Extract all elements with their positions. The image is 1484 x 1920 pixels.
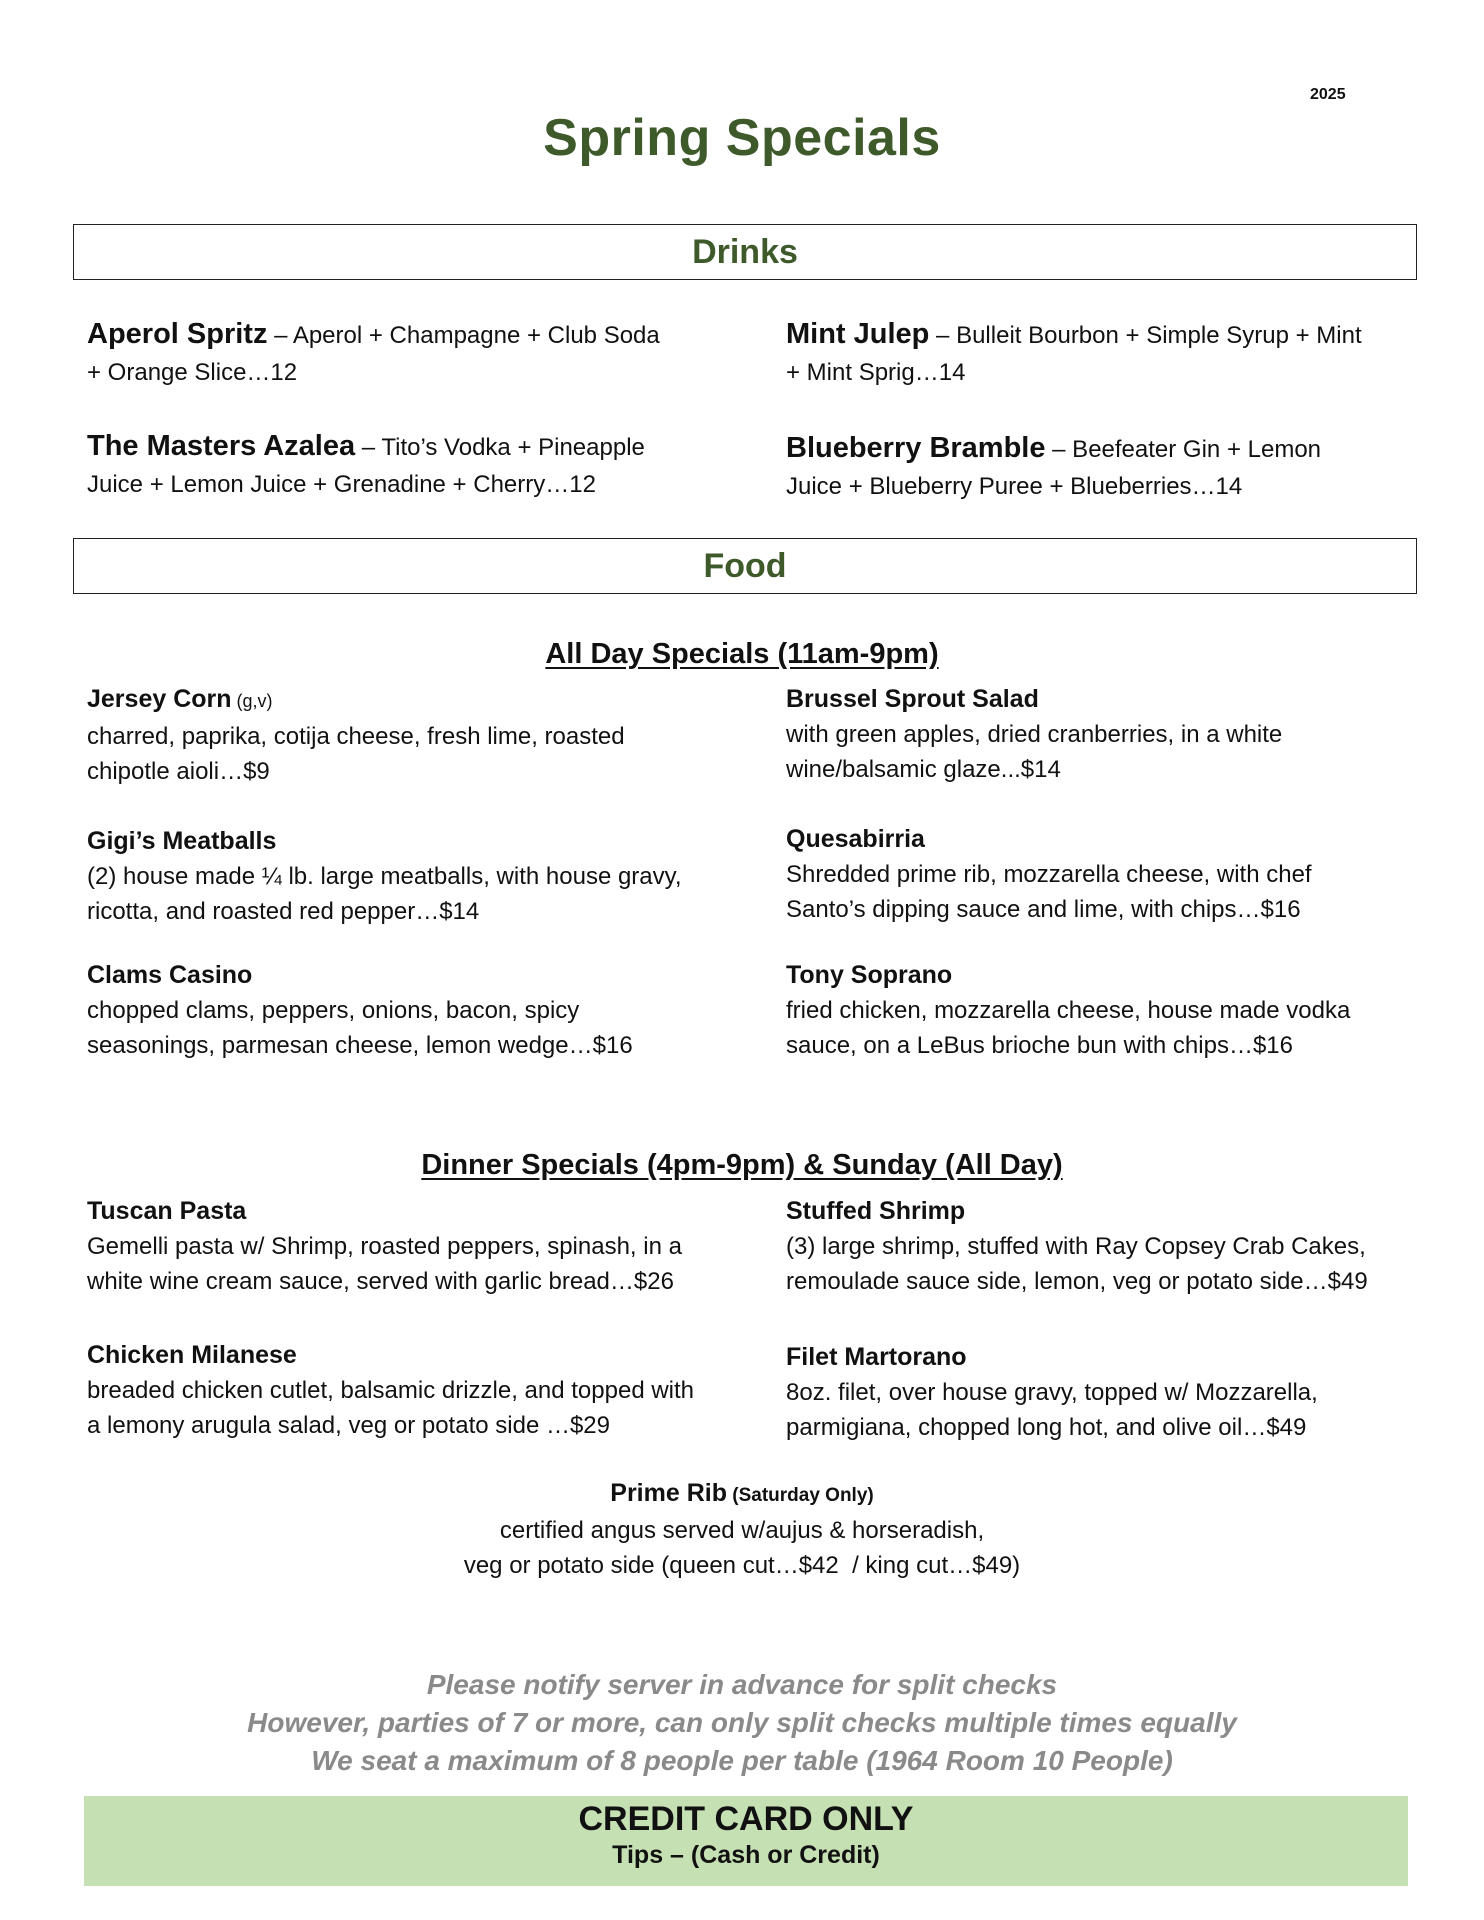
- item-desc: (3) large shrimp, stuffed with Ray Copsey Crab Cakes, remoulade sauce side, lemon, veg or potato side…$49: [786, 1233, 1368, 1295]
- item-desc: charred, paprika, cotija cheese, fresh lime, roasted chipotle aioli…$9: [87, 723, 625, 785]
- year-label: 2025: [1310, 86, 1346, 103]
- drink-item: [786, 316, 1376, 391]
- item-desc: chopped clams, peppers, onions, bacon, spicy seasonings, parmesan cheese, lemon wedge…$16: [87, 997, 633, 1059]
- dinner-specials-heading: Dinner Specials (4pm-9pm) & Sunday (All Day): [421, 1149, 1063, 1181]
- prime-rib-item: [0, 1476, 1484, 1583]
- menu-item: [87, 1338, 697, 1443]
- item-desc: Shredded prime rib, mozzarella cheese, with chef Santo’s dipping sauce and lime, with chips…$16: [786, 861, 1312, 923]
- food-section-header: [73, 538, 1417, 594]
- drink-desc: – Aperol + Champagne + Club Soda + Orange Slice…12: [87, 322, 660, 386]
- menu-item: [87, 1194, 697, 1299]
- drink-name: Aperol Spritz: [87, 318, 268, 350]
- item-name: Clams Casino: [87, 961, 253, 989]
- menu-item: [87, 824, 697, 929]
- menu-item: [786, 682, 1396, 787]
- notice-line: Please notify server in advance for split checks: [426, 1669, 1058, 1700]
- drink-desc: – Bulleit Bourbon + Simple Syrup + Mint + Mint Sprig…14: [786, 322, 1362, 386]
- diet-tag: (g,v): [231, 691, 273, 711]
- menu-item: [786, 1194, 1396, 1299]
- drink-name: Blueberry Bramble: [786, 432, 1046, 464]
- drinks-heading: Drinks: [692, 232, 798, 271]
- item-name: Quesabirria: [786, 825, 925, 853]
- notice-block: [0, 1666, 1484, 1780]
- drink-desc: – Beefeater Gin + Lemon Juice + Blueberry Puree + Blueberries…14: [786, 436, 1322, 500]
- drink-item: [87, 428, 677, 503]
- all-day-specials-heading: All Day Specials (11am-9pm): [545, 638, 939, 670]
- item-name: Tuscan Pasta: [87, 1197, 247, 1225]
- page-title: Spring Specials: [543, 109, 941, 167]
- item-desc-line: veg or potato side (queen cut…$42 / king cut…$49): [463, 1552, 1021, 1579]
- item-name: Chicken Milanese: [87, 1341, 297, 1369]
- item-name: Jersey Corn (g,v): [87, 685, 273, 713]
- item-name: Gigi’s Meatballs: [87, 827, 277, 855]
- item-desc-line: certified angus served w/aujus & horseradish,: [499, 1517, 985, 1544]
- drink-item: [786, 430, 1376, 505]
- item-desc: Gemelli pasta w/ Shrimp, roasted peppers, spinash, in a white wine cream sauce, served with garlic bread…$26: [87, 1233, 682, 1295]
- tips-note: Tips – (Cash or Credit): [612, 1841, 880, 1869]
- drinks-section-header: [73, 224, 1417, 280]
- drink-name: The Masters Azalea: [87, 430, 356, 462]
- item-name: Stuffed Shrimp: [786, 1197, 966, 1225]
- menu-item: [786, 1340, 1396, 1445]
- food-heading: Food: [703, 546, 787, 585]
- payment-title: CREDIT CARD ONLY: [578, 1800, 914, 1838]
- menu-item: [786, 958, 1396, 1063]
- item-name: Brussel Sprout Salad: [786, 685, 1039, 713]
- item-name: Tony Soprano: [786, 961, 953, 989]
- item-name: Prime Rib: [610, 1479, 727, 1507]
- day-tag: (Saturday Only): [726, 1485, 874, 1506]
- item-desc: fried chicken, mozzarella cheese, house made vodka sauce, on a LeBus brioche bun with chips…$16: [786, 997, 1351, 1059]
- drink-name: Mint Julep: [786, 318, 930, 350]
- notice-line: However, parties of 7 or more, can only split checks multiple times equally: [247, 1707, 1237, 1738]
- menu-item: [87, 682, 697, 789]
- drink-desc: – Tito’s Vodka + Pineapple Juice + Lemon Juice + Grenadine + Cherry…12: [87, 434, 645, 498]
- item-desc: 8oz. filet, over house gravy, topped w/ Mozzarella, parmigiana, chopped long hot, and olive oil…$49: [786, 1379, 1318, 1441]
- drink-item: [87, 316, 677, 391]
- menu-item: [786, 822, 1396, 927]
- item-desc: (2) house made ¼ lb. large meatballs, with house gravy, ricotta, and roasted red pepper…$14: [87, 863, 682, 925]
- menu-item: [87, 958, 697, 1063]
- item-desc: with green apples, dried cranberries, in a white wine/balsamic glaze...$14: [786, 721, 1283, 783]
- item-name: Filet Martorano: [786, 1343, 967, 1371]
- payment-banner: [84, 1796, 1408, 1886]
- item-desc: breaded chicken cutlet, balsamic drizzle, and topped with a lemony arugula salad, veg or potato side …$29: [87, 1377, 695, 1439]
- notice-line: We seat a maximum of 8 people per table (1964 Room 10 People): [311, 1745, 1173, 1776]
